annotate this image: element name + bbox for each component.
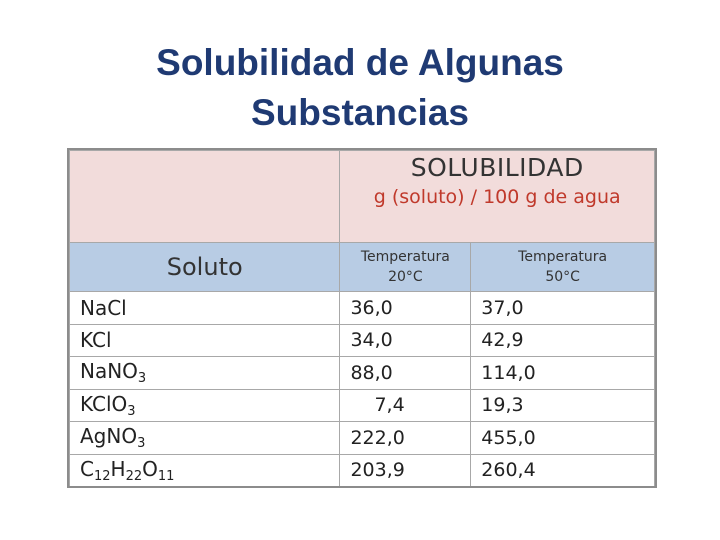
formula-subscript: 11 bbox=[157, 468, 175, 484]
temp-20-label: Temperatura bbox=[360, 249, 450, 265]
table-row bbox=[70, 422, 655, 455]
solubility-20c: 222,0 bbox=[340, 422, 471, 455]
temp-20-value: 20°C bbox=[388, 269, 423, 285]
table-row bbox=[70, 389, 655, 422]
solubility-50c: 42,9 bbox=[471, 324, 655, 357]
solubility-20c: 88,0 bbox=[340, 357, 471, 390]
solute-formula bbox=[70, 292, 340, 325]
header-blank-cell bbox=[70, 151, 340, 243]
table-body bbox=[70, 292, 655, 487]
formula-element: KCl bbox=[80, 328, 112, 353]
solubility-50c: 19,3 bbox=[471, 389, 655, 422]
solute-formula bbox=[70, 389, 340, 422]
solute-formula bbox=[70, 357, 340, 390]
soluto-header: Soluto bbox=[70, 243, 340, 292]
solubility-units: g (soluto) / 100 g de agua bbox=[373, 186, 621, 208]
formula-element: NaCl bbox=[80, 295, 127, 320]
slide-title bbox=[0, 38, 720, 138]
formula-subscript: 3 bbox=[127, 403, 136, 419]
solubility-20c: 203,9 bbox=[340, 454, 471, 487]
table-row bbox=[70, 324, 655, 357]
title-line-2: Substancias bbox=[251, 92, 469, 133]
solubility-50c: 455,0 bbox=[471, 422, 655, 455]
formula-subscript: 3 bbox=[137, 436, 146, 452]
solubility-50c: 114,0 bbox=[471, 357, 655, 390]
solubility-20c: 36,0 bbox=[340, 292, 471, 325]
title-line-1: Solubilidad de Algunas bbox=[156, 42, 564, 83]
solubility-50c: 37,0 bbox=[471, 292, 655, 325]
temp-50-label: Temperatura bbox=[518, 249, 608, 265]
solubility-title: SOLUBILIDAD bbox=[410, 153, 584, 182]
solubility-table bbox=[67, 148, 657, 488]
temp-50-value: 50°C bbox=[545, 269, 580, 285]
solubility-50c: 260,4 bbox=[471, 454, 655, 487]
formula-element: O bbox=[142, 456, 158, 481]
solubility-20c: 34,0 bbox=[340, 324, 471, 357]
solubility-header bbox=[340, 151, 655, 243]
solubility-20c: 7,4 bbox=[340, 389, 471, 422]
formula-element: NaNO bbox=[80, 359, 138, 384]
table-row bbox=[70, 454, 655, 487]
table-row bbox=[70, 292, 655, 325]
formula-subscript: 12 bbox=[93, 468, 111, 484]
temp-50-header bbox=[471, 243, 655, 292]
formula-element: AgNO bbox=[80, 424, 138, 449]
solute-formula bbox=[70, 454, 340, 487]
solute-formula bbox=[70, 324, 340, 357]
solute-formula bbox=[70, 422, 340, 455]
formula-element: H bbox=[110, 456, 126, 481]
table-row bbox=[70, 357, 655, 390]
formula-element: C bbox=[80, 456, 94, 481]
formula-subscript: 3 bbox=[137, 371, 147, 387]
formula-element: KClO bbox=[80, 391, 128, 416]
formula-subscript: 22 bbox=[125, 468, 143, 484]
temp-20-header bbox=[340, 243, 471, 292]
